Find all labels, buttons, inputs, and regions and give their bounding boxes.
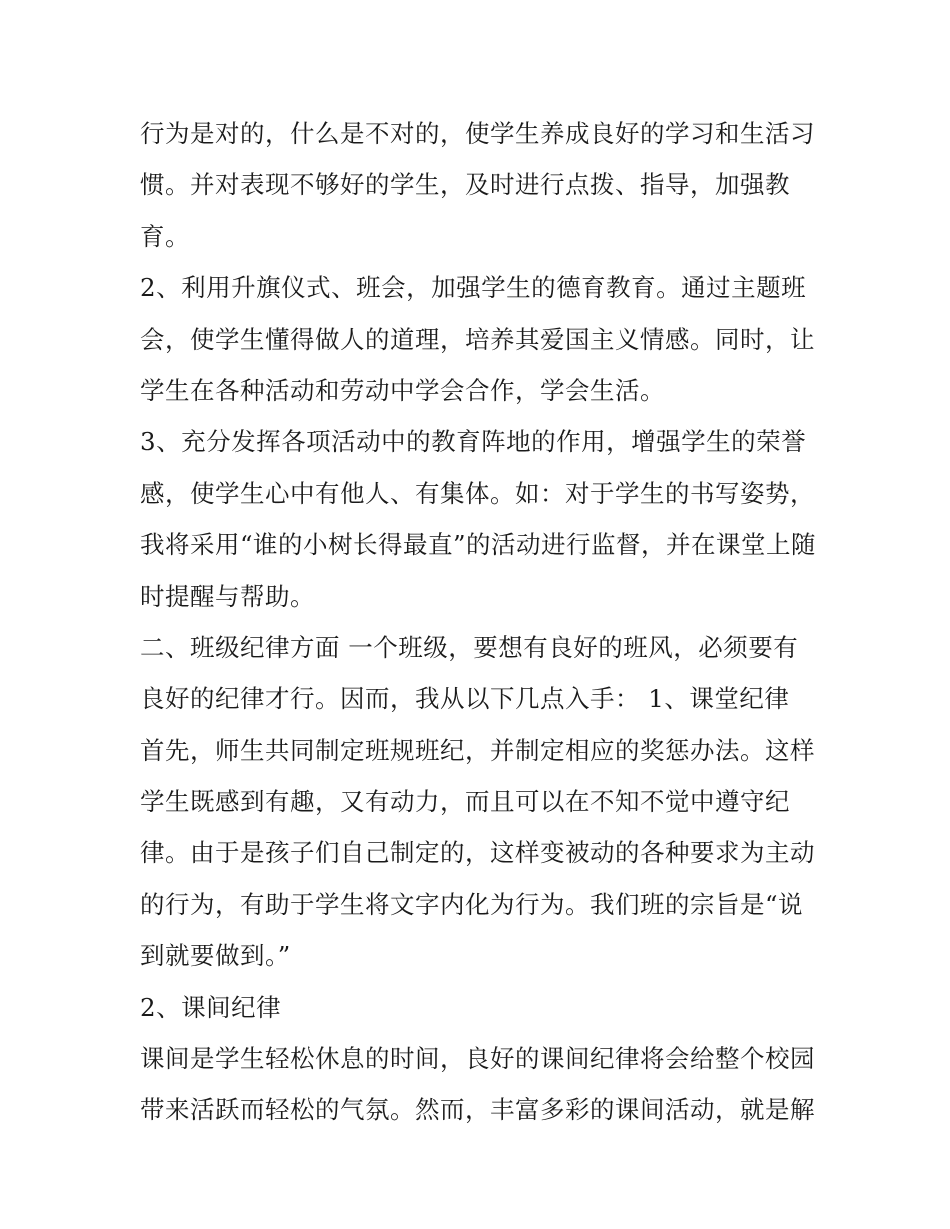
text-line: 育。: [140, 221, 190, 251]
body-text: [140, 108, 820, 1136]
text-line: 到就要做到。”: [140, 941, 291, 971]
text-line: 时提醒与帮助。: [140, 581, 315, 611]
text-line: 带来活跃而轻松的气氛。然而，丰富多彩的课间活动，就是解: [140, 1095, 815, 1125]
text-line: 学生既感到有趣，又有动力，而且可以在不知不觉中遵守纪: [140, 787, 790, 817]
text-line: 二、班级纪律方面 一个班级，要想有良好的班风，必须要有: [140, 632, 799, 662]
text-line: 感，使学生心中有他人、有集体。如：对于学生的书写姿势，: [140, 478, 815, 508]
text-line: 3、充分发挥各项活动中的教育阵地的作用，增强学生的荣誉: [140, 427, 807, 457]
text-line: 行为是对的，什么是不对的，使学生养成良好的学习和生活习: [140, 119, 815, 148]
text-line: 的行为，有助于学生将文字内化为行为。我们班的宗旨是“说: [140, 889, 804, 919]
text-line: 2、利用升旗仪式、班会，加强学生的德育教育。通过主题班: [140, 273, 807, 303]
text-line: 首先，师生共同制定班规班纪，并制定相应的奖惩办法。这样: [140, 735, 815, 765]
text-line: 惯。并对表现不够好的学生，及时进行点拨、指导，加强教: [140, 170, 790, 200]
text-line: 良好的纪律才行。因而，我从以下几点入手： 1、课堂纪律: [140, 684, 790, 714]
text-line: 课间是学生轻松休息的时间，良好的课间纪律将会给整个校园: [140, 1044, 815, 1074]
text-line: 学生在各种活动和劳动中学会合作，学会生活。: [140, 375, 665, 405]
text-line: 我将采用“谁的小树长得最直”的活动进行监督，并在课堂上随: [140, 530, 817, 560]
text-line: 2、课间纪律: [140, 992, 282, 1022]
text-line: 会，使学生懂得做人的道理，培养其爱国主义情感。同时，让: [140, 324, 815, 354]
text-line: 律。由于是孩子们自己制定的，这样变被动的各种要求为主动: [140, 838, 815, 868]
